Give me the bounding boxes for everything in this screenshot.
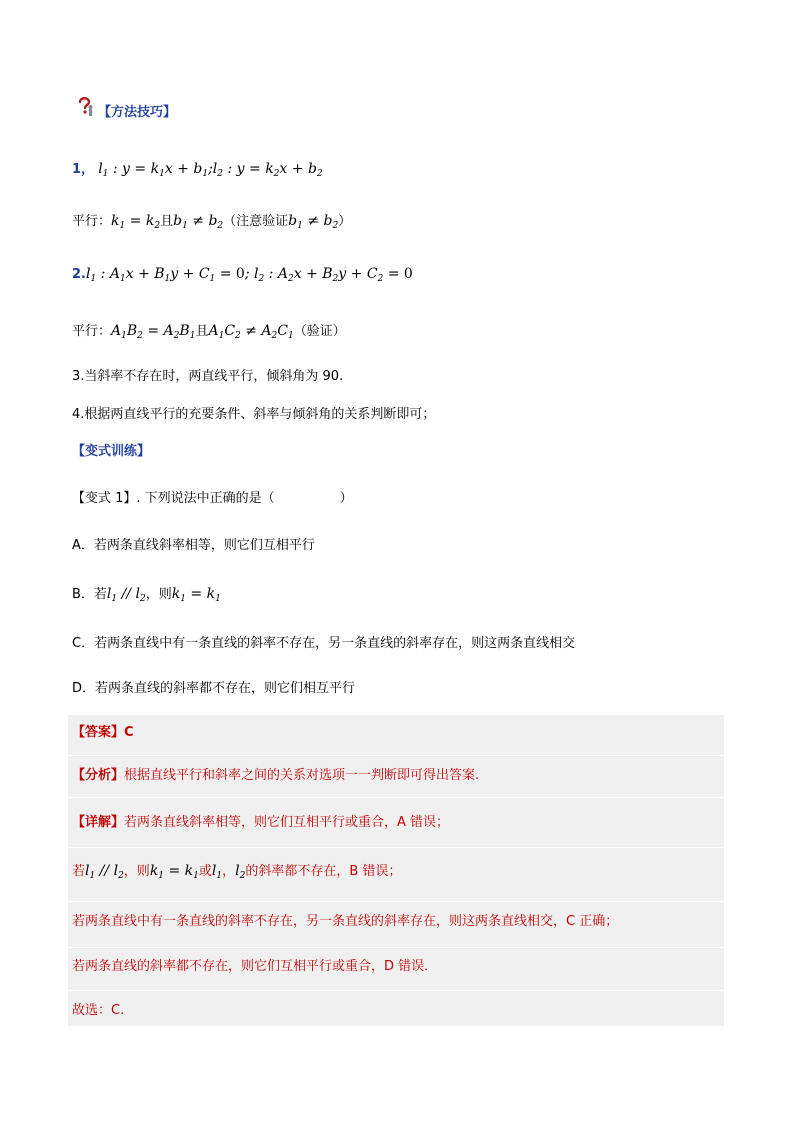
- method-parallel-1: 平行：$k_1 = k_2$且$b_1 \ne b_2$（注意验证$b_1 \ne b_2$）: [72, 213, 352, 231]
- option-b: B．若$l_1 // l_2$，则$k_1 = k_1$: [72, 586, 221, 604]
- detail-line-3: 若两条直线中有一条直线的斜率不存在，另一条直线的斜率存在，则这两条直线相交，C 正确；: [72, 914, 619, 929]
- option-a: A．若两条直线斜率相等，则它们互相平行: [72, 538, 315, 553]
- variant-header: 【变式训练】: [72, 444, 151, 459]
- method-item-1: 1， $l_1$ : $y = k_1x$ + $b_1;l_2$ : $y = k_2x + b_2$: [72, 161, 323, 179]
- analysis-line: 【分析】根据直线平行和斜率之间的关系对选项一一判断即可得出答案.: [72, 768, 480, 783]
- conclusion-line: 故选：C.: [72, 1003, 125, 1018]
- method-item-2: $2.l_1$ : $A_1x + B_1y + C_1 = 0$; $l_2$ : $A_2x + B_2y + C_2 = 0$: [72, 266, 413, 284]
- method-parallel-2: 平行：$A_1B_2 = A_2B_1$且$A_1C_2 \ne A_2C_1$（验证）: [72, 323, 346, 341]
- answer-line: 【答案】C: [72, 725, 134, 740]
- detail-line-1: 【详解】若两条直线斜率相等，则它们互相平行或重合，A 错误；: [72, 815, 450, 830]
- method-item-3: 3.当斜率不存在时，两直线平行，倾斜角为 90.: [72, 369, 344, 384]
- question-mark-person-icon: [76, 95, 94, 117]
- detail-line-4: 若两条直线的斜率都不存在，则它们互相平行或重合，D 错误．: [72, 959, 438, 974]
- option-d: D．若两条直线的斜率都不存在，则它们相互平行: [72, 681, 356, 696]
- method-header: 【方法技巧】: [98, 105, 177, 120]
- method-item-4: 4.根据两直线平行的充要条件、斜率与倾斜角的关系判断即可；: [72, 407, 436, 422]
- detail-line-2: 若$l_1 // l_2$，则$k_1 = k_1$或$l_1$，$l_2$的斜率都不存在，B 错误；: [72, 863, 402, 881]
- option-c: C．若两条直线中有一条直线的斜率不存在，另一条直线的斜率存在，则这两条直线相交: [72, 636, 576, 651]
- question-1: 【变式 1】. 下列说法中正确的是（ ）: [72, 491, 353, 506]
